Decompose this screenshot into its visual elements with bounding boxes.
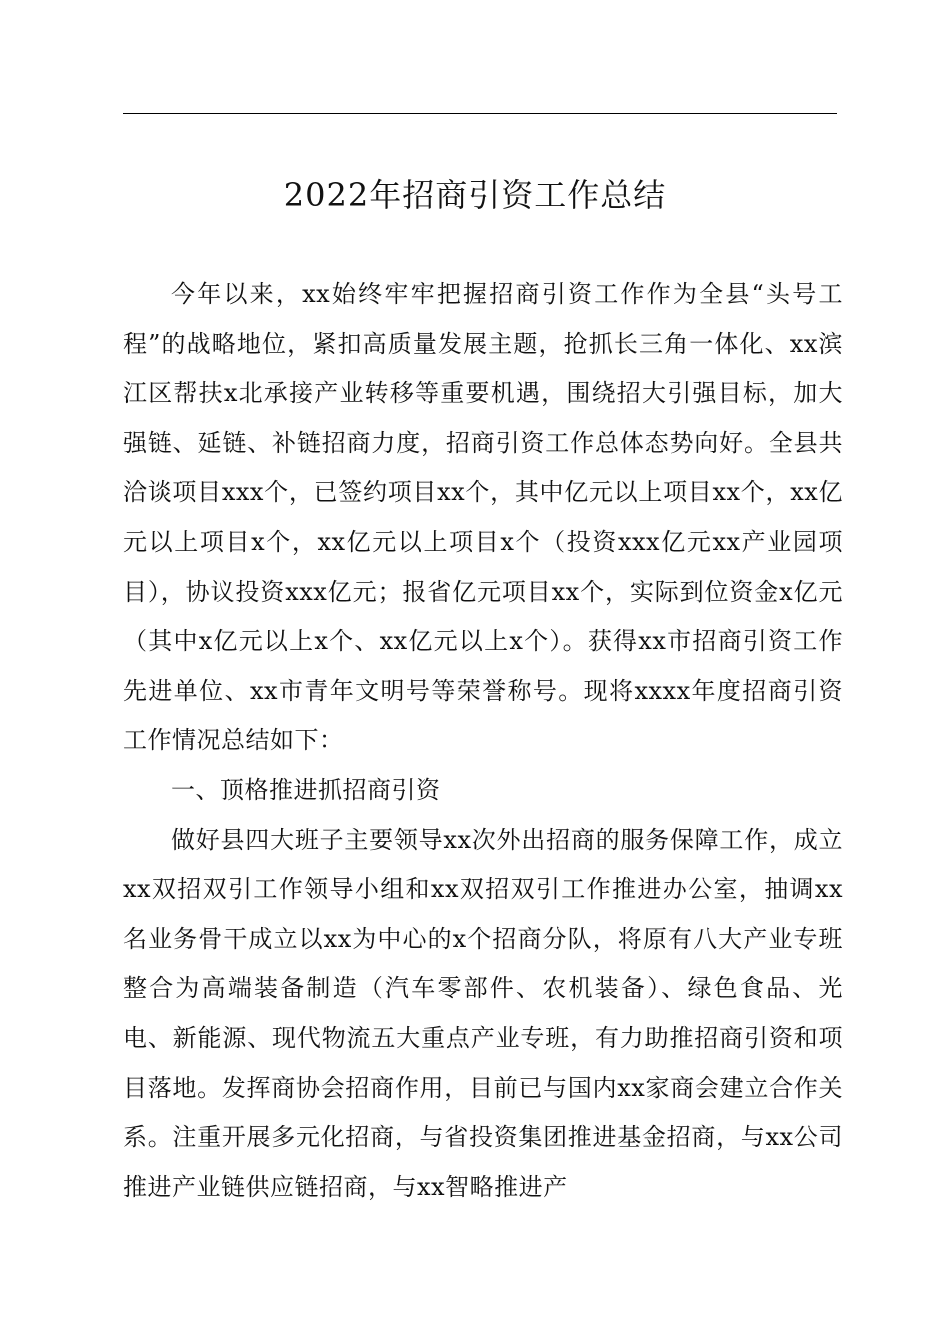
- header-rule: [123, 113, 837, 114]
- section-paragraph: 做好县四大班子主要领导xx次外出招商的服务保障工作，成立xx双招双引工作领导小组和xx双招双引工作推进办公室，抽调xx名业务骨干成立以xx为中心的x个招商分队，将原有八大产业专班整合为高端装备制造（汽车零部件、农机装备）、绿色食品、光电、新能源、现代物流五大重点产业专班，有力助推招商引资和项目落地。发挥商协会招商作用，目前已与国内xx家商会建立合作关系。注重开展多元化招商，与省投资集团推进基金招商，与xx公司推进产业链供应链招商，与xx智略推进产: [123, 825, 843, 1201]
- document-body: [123, 270, 843, 1212]
- section-heading: 一、顶格推进抓招商引资: [171, 775, 441, 804]
- document-title: 2022年招商引资工作总结: [283, 176, 667, 214]
- intro-paragraph: 今年以来，xx始终牢牢把握招商引资工作作为全县“头号工程”的战略地位，紧扣高质量发展主题，抢抓长三角一体化、xx滨江区帮扶x北承接产业转移等重要机遇，围绕招大引强目标，加大强链、延链、补链招商力度，招商引资工作总体态势向好。全县共洽谈项目xxx个，已签约项目xx个，其中亿元以上项目xx个，xx亿元以上项目x个，xx亿元以上项目x个（投资xxx亿元xx产业园项目），协议投资xxx亿元；报省亿元项目xx个，实际到位资金x亿元（其中x亿元以上x个、xx亿元以上x个）。获得xx市招商引资工作先进单位、xx市青年文明号等荣誉称号。现将xxxx年度招商引资工作情况总结如下：: [123, 280, 843, 755]
